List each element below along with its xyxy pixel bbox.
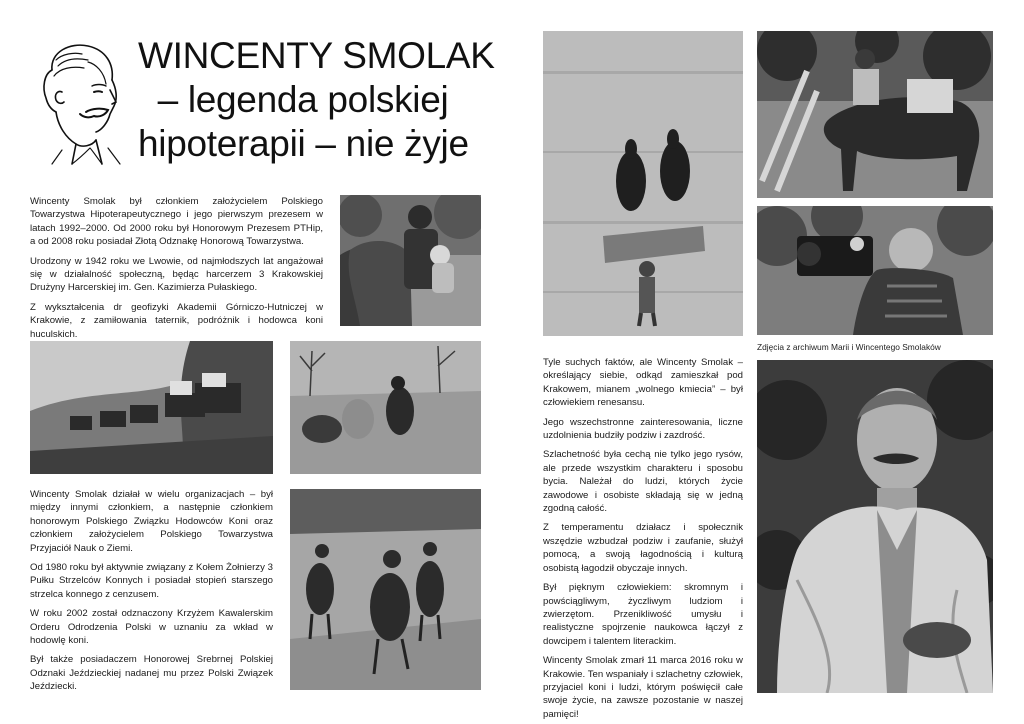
paragraph: Od 1980 roku był aktywnie związany z Kołem Żołnierzy 3 Pułku Strzelców Konnych i posiadał stopień starszego strzelca konnego z cenzusem. — [30, 562, 273, 600]
paragraph: Wincenty Smolak zmarł 11 marca 2016 roku w Krakowie. Ten wspaniały i szlachetny człowiek, przyjaciel koni i ludzi, którym poświęcił całe swoje życie, na zawsze pozostanie w naszej pamięci! — [543, 655, 743, 720]
paragraph: Wincenty Smolak działał w wielu organizacjach – był między innymi członkiem, a następnie członkiem honorowym Polskiego Związku Hodowców Koni oraz członkiem założycielem Polskiego Towarzystwa Przyjaciół Nauk o Ziemi. — [30, 489, 273, 554]
sketch-portrait-illustration — [22, 40, 126, 166]
title-line-1: WINCENTY SMOLAK — [138, 35, 495, 76]
paragraph: Z wykształcenia dr geofizyki Akademii Górniczo-Hutniczej w Krakowie, z zamiłowania taternik, podróżnik i hodowca koni huculskich. — [30, 301, 323, 340]
article-text-tribute — [543, 356, 743, 721]
photo-man-saddling-horse — [757, 31, 993, 198]
photo-pack-horses-mountain-trail — [30, 341, 273, 474]
photo-plowing-with-horses — [543, 31, 743, 336]
photo-horses-in-field — [290, 341, 481, 474]
photo-cavalry-riders — [290, 489, 481, 690]
paragraph: Wincenty Smolak był członkiem założycielem Polskiego Towarzystwa Hipoterapeutycznego i jego pierwszym prezesem w latach 1992–2000. Od 2000 roku był Honorowym Prezesem PTHip, a od 2008 roku posiadał Złotą Odznakę Honorową Towarzystwa. — [30, 196, 323, 248]
paragraph: Tyle suchych faktów, ale Wincenty Smolak – określający siebie, odkąd zamieszkał pod Krakowem, mianem „wolnego kmiecia” – był człowiekiem renesansu. — [543, 357, 743, 409]
page-title — [138, 34, 495, 166]
paragraph: Jego wszechstronne zainteresowania, liczne uzdolnienia budziły podziw i zazdrość. — [543, 416, 743, 442]
article-text-activities — [30, 488, 273, 694]
paragraph: Szlachetność była cechą nie tylko jego rysów, ale przede wszystkim charakteru i sposobu bycia. Należał do ludzi, których życie zawodowe i osobiste składają się w jedną zgodną całość. — [543, 449, 743, 515]
photo-portrait-wincenty-smolak — [757, 360, 993, 693]
title-line-3: hipoterapii – nie żyje — [138, 123, 469, 164]
paragraph: Z temperamentu działacz i społecznik wszędzie wzbudzał podziw i zaufanie, służył pomocą, a swoją łagodnością i kulturą osobistą łagodził obyczaje innych. — [543, 522, 743, 574]
paragraph: Był pięknym człowiekiem: skromnym i powściągliwym, życzliwym ludziom i zwierzętom. Przenikliwość umysłu i realistyczne spojrzenie naukowca łączył z dowcipem i talentem literackim. — [543, 582, 743, 647]
title-line-2: – legenda polskiej — [157, 79, 449, 120]
photo-man-with-horse-and-child — [340, 195, 481, 326]
paragraph: Urodzony w 1942 roku we Lwowie, od najmłodszych lat angażował się w działalność społeczną, będąc harcerzem 3 Krakowskiej Drużyny Harcerskiej im. Gen. Kazimierza Pułaskiego. — [30, 255, 323, 294]
photo-man-with-film-camera — [757, 206, 993, 335]
paragraph: Był także posiadaczem Honorowej Srebrnej Polskiej Odznaki Jeździeckiej nadanej mu przez Polski Związek Jeździecki. — [30, 654, 273, 693]
paragraph: W roku 2002 został odznaczony Krzyżem Kawalerskim Orderu Odrodzenia Polski w uznaniu za wkład w hodowlę koni. — [30, 608, 273, 647]
photo-caption: Zdjęcia z archiwum Marii i Wincentego Smolaków — [757, 342, 941, 352]
article-text-intro — [30, 195, 323, 341]
